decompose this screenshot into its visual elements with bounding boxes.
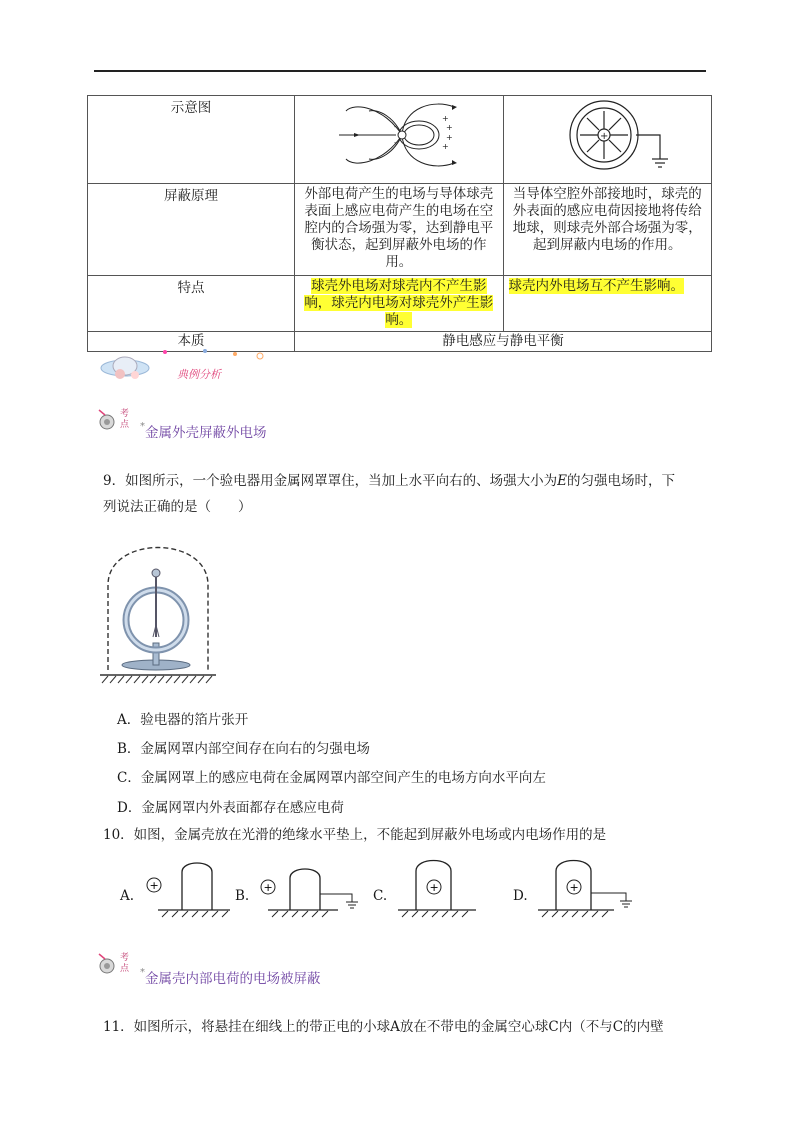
q10-label-a: A. xyxy=(120,888,135,904)
grounded-shield-diagram xyxy=(503,96,711,184)
kaodian-icon xyxy=(95,402,133,444)
field-lines-diagram xyxy=(324,97,474,177)
q9-option-d: D．金属网罩内外表面都存在感应电荷 xyxy=(117,800,344,816)
svg-text:+: + xyxy=(429,881,439,894)
grounded-sphere-diagram xyxy=(532,97,682,177)
feature-external: 球壳外电场对球壳内不产生影响，球壳内电场对球壳外产生影响。 xyxy=(304,278,494,328)
q10-figure-d xyxy=(536,855,646,918)
essence-value: 静电感应与静电平衡 xyxy=(295,332,712,352)
q9-option-b: B．金属网罩内部空间存在向右的匀强电场 xyxy=(117,741,370,757)
svg-text:+: + xyxy=(441,114,449,123)
svg-text:+: + xyxy=(569,881,579,894)
row-label-feature: 特点 xyxy=(88,276,295,332)
q10-label-c: C. xyxy=(373,888,388,904)
q9-option-a: A．验电器的箔片张开 xyxy=(117,712,249,728)
svg-text:+: + xyxy=(149,879,159,892)
banner-text: 典例分析 xyxy=(177,368,221,381)
q9-option-c: C．金属网罩上的感应电荷在金属网罩内部空间产生的电场方向水平向左 xyxy=(117,770,546,786)
row-label-principle: 屏蔽原理 xyxy=(88,184,295,276)
kaodian-label: 考点 xyxy=(118,408,128,430)
svg-text:+: + xyxy=(600,131,609,142)
question-9: 9．如图所示，一个验电器用金属网罩罩住，当加上水平向右的、场强大小为E的匀强电场时，下 列说法正确的是（ ） xyxy=(103,473,675,515)
svg-text:+: + xyxy=(445,133,453,142)
row-label-diagram: 示意图 xyxy=(88,96,295,184)
q10-label-d: D. xyxy=(513,888,528,904)
svg-text:-: - xyxy=(393,138,397,147)
question-11: 11．如图所示，将悬挂在细线上的带正电的小球A放在不带电的金属空心球C内（不与C的内壁 xyxy=(103,1019,664,1035)
principle-external: 外部电荷产生的电场与导体球壳表面上感应电荷产生的电场在空腔内的合场强为零，达到静电平衡状态，起到屏蔽外电场的作用。 xyxy=(304,186,494,270)
section-title-external-field: *金属外壳屏蔽外电场 xyxy=(140,421,267,441)
svg-text:+: + xyxy=(445,123,453,132)
q10-figure-c xyxy=(396,855,486,918)
external-shield-diagram xyxy=(295,96,503,184)
svg-text:-: - xyxy=(393,122,397,131)
question-10: 10．如图，金属壳放在光滑的绝缘水平垫上，不能起到屏蔽外电场或内电场作用的是 xyxy=(103,827,607,843)
row-label-essence: 本质 xyxy=(88,332,295,352)
svg-text:+: + xyxy=(263,881,273,894)
kaodian-label-2: 考点 xyxy=(118,952,128,974)
svg-text:+: + xyxy=(441,142,449,151)
principle-grounded: 当导体空腔外部接地时，球壳的外表面的感应电荷因接地将传给地球，则球壳外部合场强为零，起到屏蔽内电场的作用。 xyxy=(512,186,702,253)
q10-figure-a xyxy=(140,860,230,918)
q10-figure-b xyxy=(258,860,368,918)
shielding-table xyxy=(87,95,712,352)
example-analysis-banner xyxy=(95,346,270,386)
section-title-internal-field: *金属壳内部电荷的电场被屏蔽 xyxy=(140,967,321,987)
header-rule xyxy=(94,70,706,72)
feature-grounded: 球壳内外电场互不产生影响。 xyxy=(508,278,685,294)
kaodian-icon-2 xyxy=(95,946,133,988)
q10-label-b: B. xyxy=(235,888,250,904)
electroscope-figure xyxy=(98,525,218,690)
